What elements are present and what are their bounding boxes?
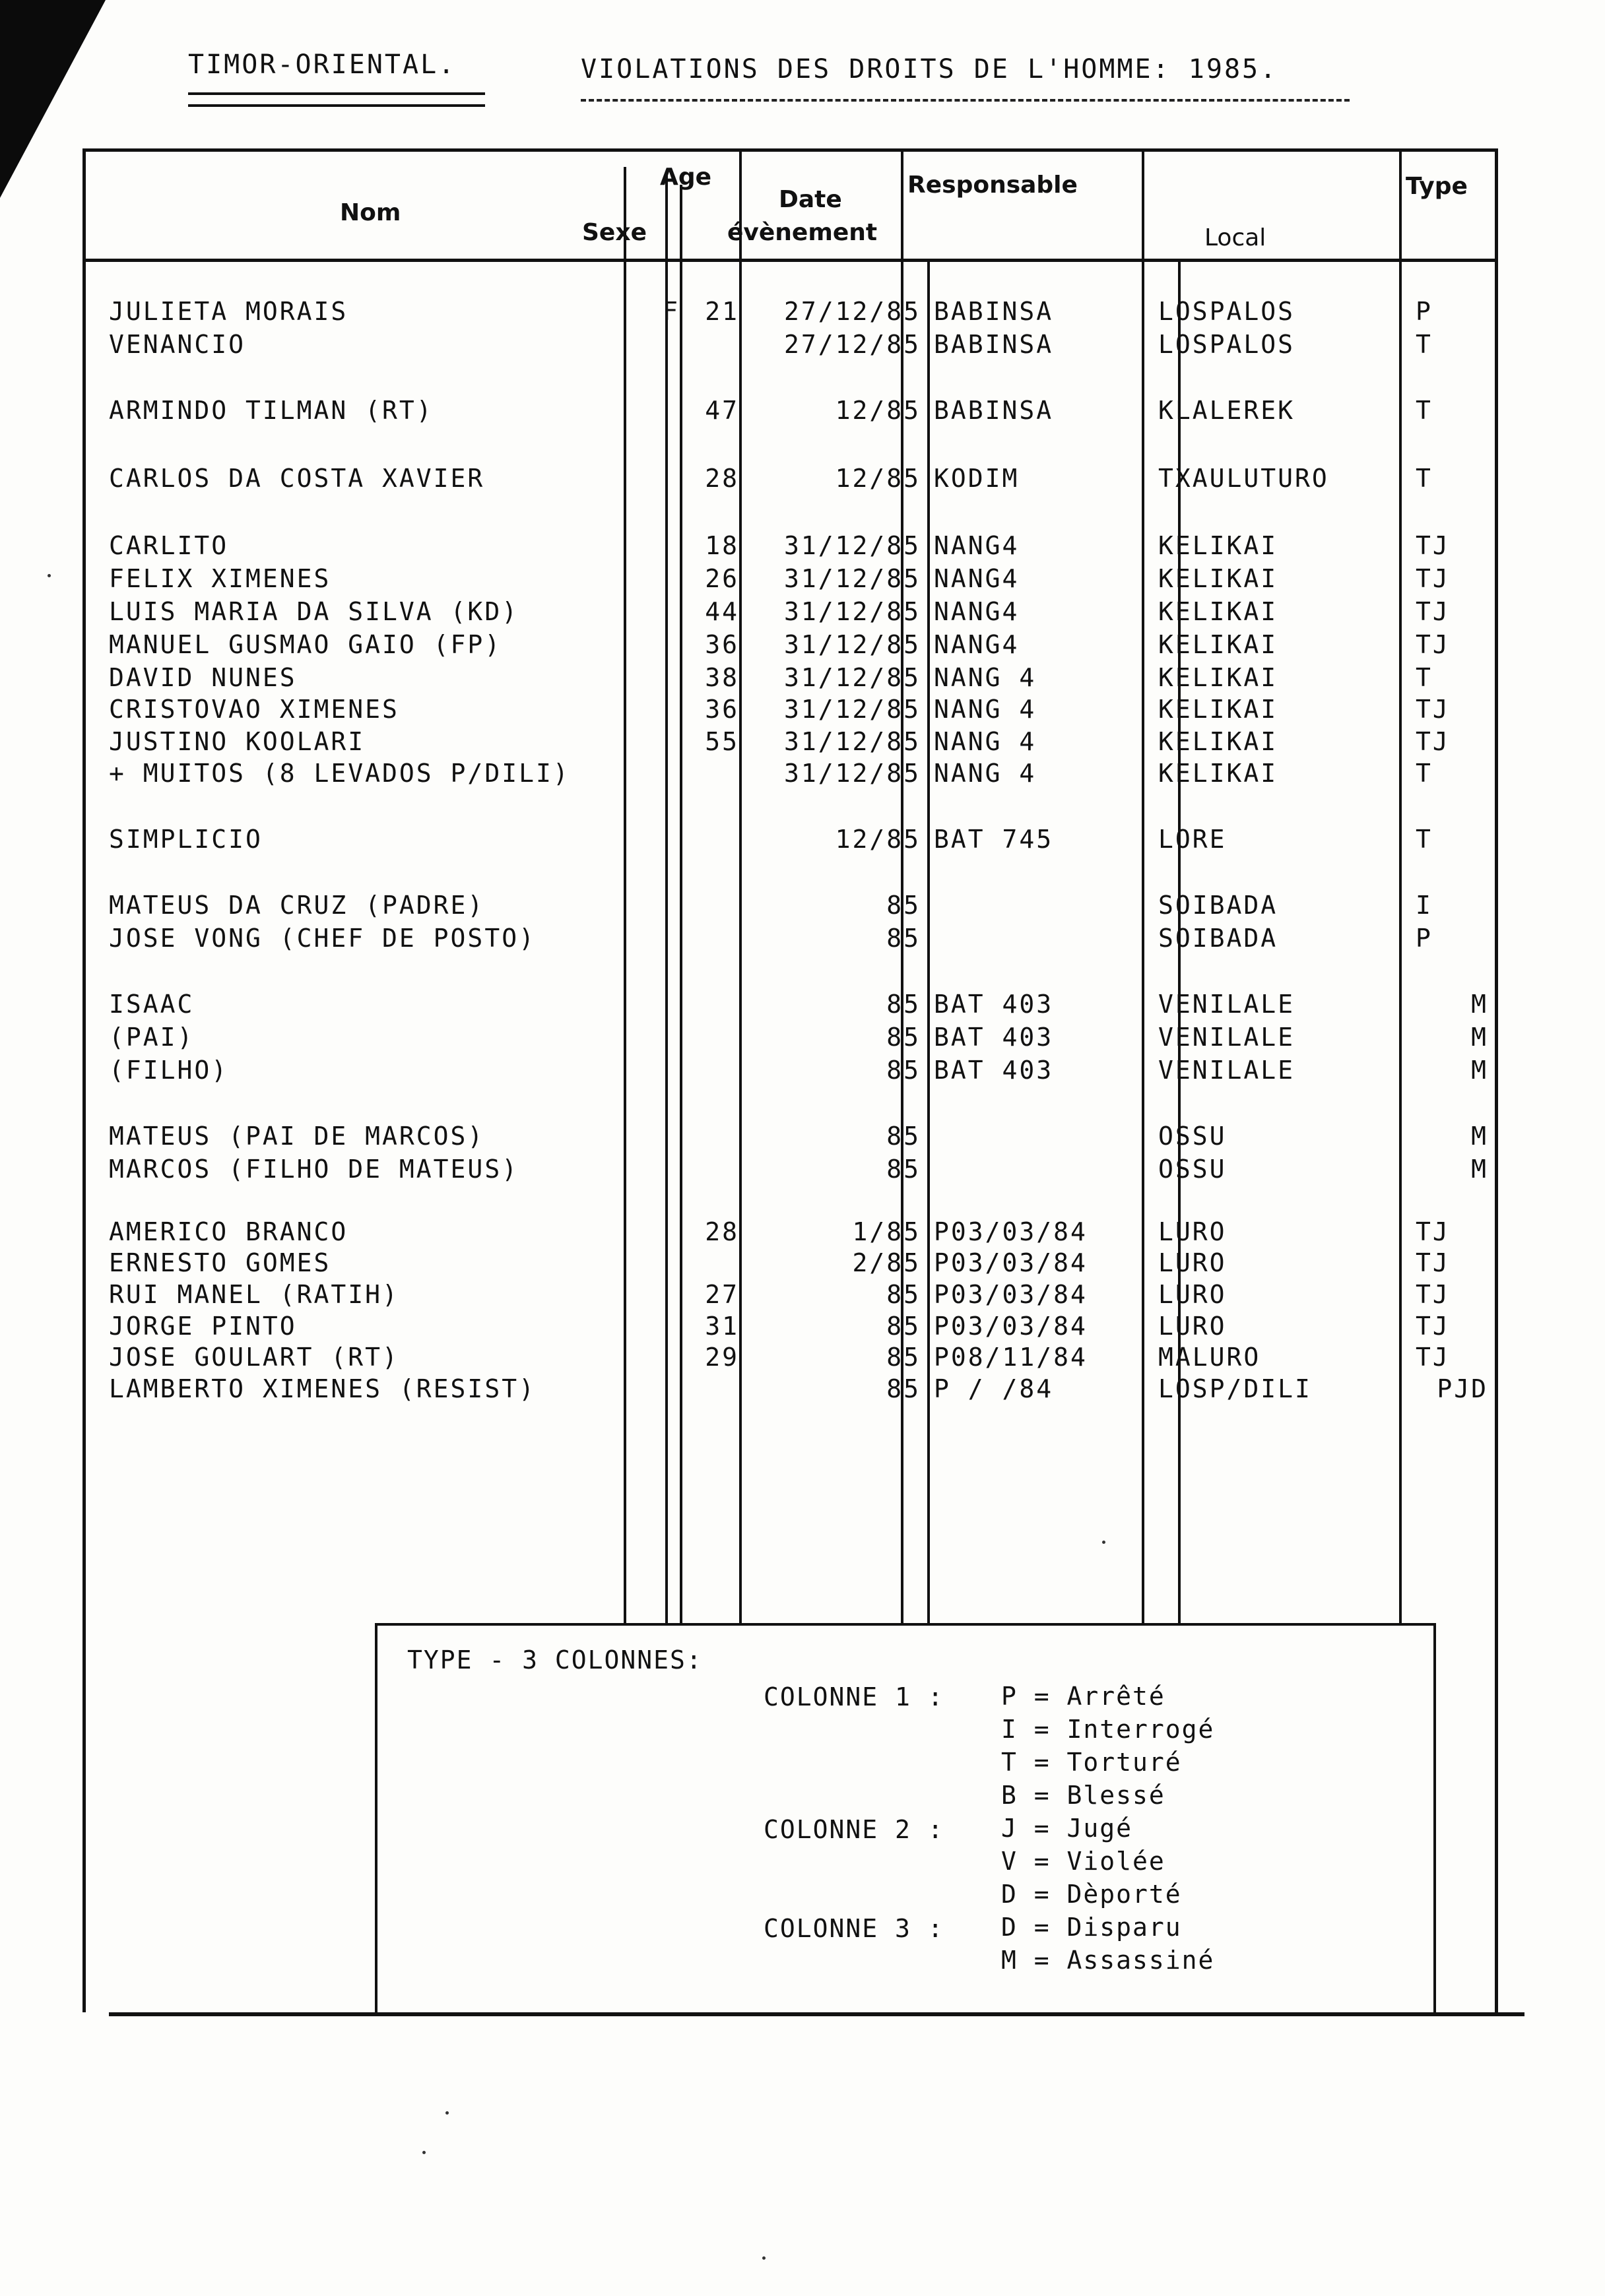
cell-local: LORE — [1158, 825, 1227, 854]
table-row — [86, 330, 1495, 362]
cell-nom: LUIS MARIA DA SILVA (KD) — [109, 597, 519, 626]
cell-date: 85 — [886, 1374, 921, 1403]
cell-responsable: BAT 403 — [934, 1056, 1054, 1085]
legend-colonne-1: COLONNE 1 : — [764, 1682, 944, 1711]
cell-local: VENILALE — [1158, 990, 1295, 1019]
cell-type: M — [1471, 1023, 1488, 1052]
cell-responsable: NANG 4 — [934, 695, 1037, 724]
cell-nom: JOSE GOULART (RT) — [109, 1343, 399, 1372]
cell-local: KELIKAI — [1158, 597, 1278, 626]
table-row — [86, 825, 1495, 856]
cell-local: KELIKAI — [1158, 663, 1278, 692]
cell-age: 38 — [705, 663, 739, 692]
cell-local: LOSP/DILI — [1158, 1374, 1312, 1403]
cell-nom: JUSTINO KOOLARI — [109, 727, 366, 756]
col-header-local: Local — [1204, 224, 1266, 251]
cell-nom: ARMINDO TILMAN (RT) — [109, 396, 434, 425]
cell-type: T — [1416, 330, 1433, 359]
cell-date: 12/85 — [835, 825, 921, 854]
cell-responsable: P / /84 — [934, 1374, 1054, 1403]
cell-date: 31/12/85 — [783, 759, 921, 788]
cell-local: KELIKAI — [1158, 564, 1278, 593]
cell-type: T — [1416, 825, 1433, 854]
cell-nom: (PAI) — [109, 1023, 195, 1052]
cell-date: 31/12/85 — [783, 630, 921, 659]
table-row — [86, 727, 1495, 759]
cell-nom: MANUEL GUSMAO GAIO (FP) — [109, 630, 502, 659]
table-row — [86, 1280, 1495, 1312]
cell-date: 31/12/85 — [783, 663, 921, 692]
cell-type: T — [1416, 759, 1433, 788]
cell-date: 12/85 — [835, 396, 921, 425]
legend-item: T = Torturé — [1001, 1748, 1182, 1777]
cell-age: 31 — [705, 1312, 739, 1341]
cell-age: 26 — [705, 564, 739, 593]
table-row — [86, 990, 1495, 1021]
col-header-nom: Nom — [340, 199, 401, 226]
table-row — [86, 1312, 1495, 1343]
table-row — [86, 759, 1495, 790]
table-row — [86, 1056, 1495, 1087]
cell-sexe: F — [663, 297, 680, 326]
cell-type: M — [1471, 1122, 1488, 1151]
cell-local: OSSU — [1158, 1155, 1227, 1184]
table-row — [86, 695, 1495, 726]
cell-local: VENILALE — [1158, 1056, 1295, 1085]
cell-nom: AMERICO BRANCO — [109, 1217, 348, 1246]
table-bottom-rule — [109, 2012, 1524, 2016]
cell-nom: (FILHO) — [109, 1056, 229, 1085]
cell-date: 85 — [886, 1023, 921, 1052]
cell-responsable: BABINSA — [934, 396, 1054, 425]
cell-nom: MATEUS DA CRUZ (PADRE) — [109, 891, 485, 920]
col-header-type: Type — [1406, 173, 1468, 200]
legend-colonne-3: COLONNE 3 : — [764, 1914, 944, 1943]
cell-type: M — [1471, 990, 1488, 1019]
cell-responsable: BAT 403 — [934, 990, 1054, 1019]
cell-type: TJ — [1416, 564, 1450, 593]
cell-nom: FELIX XIMENES — [109, 564, 331, 593]
cell-date: 2/85 — [852, 1248, 921, 1277]
cell-date: 1/85 — [852, 1217, 921, 1246]
cell-nom: CRISTOVAO XIMENES — [109, 695, 399, 724]
table-row — [86, 1217, 1495, 1249]
legend-item: V = Violée — [1001, 1847, 1165, 1876]
cell-local: KELIKAI — [1158, 630, 1278, 659]
cell-type: TJ — [1416, 1312, 1450, 1341]
cell-type: I — [1416, 891, 1433, 920]
col-header-sexe: Sexe — [582, 219, 647, 246]
cell-responsable: BABINSA — [934, 330, 1054, 359]
cell-type: M — [1471, 1155, 1488, 1184]
col-header-evenement: évènement — [727, 219, 878, 246]
header-rule — [86, 259, 1495, 262]
cell-type: T — [1416, 464, 1433, 493]
cell-nom: DAVID NUNES — [109, 663, 297, 692]
table-row — [86, 396, 1495, 428]
cell-responsable: BAT 403 — [934, 1023, 1054, 1052]
table-row — [86, 464, 1495, 495]
col-header-responsable: Responsable — [907, 172, 1078, 199]
cell-age: 28 — [705, 1217, 739, 1246]
cell-date: 85 — [886, 990, 921, 1019]
table-row — [86, 1343, 1495, 1374]
cell-date: 31/12/85 — [783, 564, 921, 593]
cell-date: 27/12/85 — [783, 297, 921, 326]
cell-local: OSSU — [1158, 1122, 1227, 1151]
cell-nom: RUI MANEL (RATIH) — [109, 1280, 399, 1309]
cell-local: SOIBADA — [1158, 891, 1278, 920]
cell-local: LURO — [1158, 1248, 1227, 1277]
legend-item: J = Jugé — [1001, 1814, 1133, 1843]
cell-date: 27/12/85 — [783, 330, 921, 359]
cell-responsable: NANG 4 — [934, 727, 1037, 756]
legend-item: M = Assassiné — [1001, 1946, 1215, 1975]
col-header-date: Date — [779, 186, 842, 213]
cell-nom: VENANCIO — [109, 330, 246, 359]
cell-date: 85 — [886, 1056, 921, 1085]
cell-responsable: NANG 4 — [934, 759, 1037, 788]
cell-local: TXAULUTURO — [1158, 464, 1329, 493]
cell-nom: JORGE PINTO — [109, 1312, 297, 1341]
cell-type: P — [1416, 924, 1433, 953]
table-row — [86, 531, 1495, 563]
cell-nom: MARCOS (FILHO DE MATEUS) — [109, 1155, 519, 1184]
document-title: VIOLATIONS DES DROITS DE L'HOMME: 1985. — [581, 54, 1278, 84]
cell-responsable: P03/03/84 — [934, 1280, 1088, 1309]
cell-local: MALURO — [1158, 1343, 1261, 1372]
cell-local: LURO — [1158, 1217, 1227, 1246]
cell-responsable: KODIM — [934, 464, 1020, 493]
cell-responsable: P03/03/84 — [934, 1217, 1088, 1246]
table-row — [86, 1248, 1495, 1280]
table-row — [86, 1155, 1495, 1186]
cell-nom: ERNESTO GOMES — [109, 1248, 331, 1277]
cell-local: SOIBADA — [1158, 924, 1278, 953]
cell-local: KELIKAI — [1158, 695, 1278, 724]
cell-nom: ISAAC — [109, 990, 195, 1019]
cell-date: 31/12/85 — [783, 695, 921, 724]
cell-nom: LAMBERTO XIMENES (RESIST) — [109, 1374, 536, 1403]
cell-nom: JULIETA MORAIS — [109, 297, 348, 326]
table-row — [86, 597, 1495, 629]
cell-local: KELIKAI — [1158, 727, 1278, 756]
cell-type: TJ — [1416, 1217, 1450, 1246]
table-row — [86, 891, 1495, 922]
cell-local: KELIKAI — [1158, 759, 1278, 788]
cell-date: 85 — [886, 1155, 921, 1184]
region-heading: TIMOR-ORIENTAL. — [188, 49, 457, 80]
cell-type: TJ — [1416, 695, 1450, 724]
cell-responsable: P03/03/84 — [934, 1312, 1088, 1341]
table-row — [86, 1122, 1495, 1153]
cell-age: 47 — [705, 396, 739, 425]
cell-age: 28 — [705, 464, 739, 493]
cell-date: 31/12/85 — [783, 727, 921, 756]
cell-date: 85 — [886, 1312, 921, 1341]
table-row — [86, 663, 1495, 695]
cell-type: T — [1416, 663, 1433, 692]
cell-age: 18 — [705, 531, 739, 560]
cell-local: LURO — [1158, 1280, 1227, 1309]
region-heading-underline — [188, 92, 485, 107]
cell-type: TJ — [1416, 1343, 1450, 1372]
legend-item: P = Arrêté — [1001, 1682, 1165, 1711]
legend-item: D = Disparu — [1001, 1913, 1182, 1942]
cell-local: LOSPALOS — [1158, 330, 1295, 359]
cell-nom: + MUITOS (8 LEVADOS P/DILI) — [109, 759, 570, 788]
legend-item: D = Dèporté — [1001, 1880, 1182, 1909]
cell-nom: CARLOS DA COSTA XAVIER — [109, 464, 485, 493]
scan-speck — [762, 2256, 766, 2260]
legend-item: I = Interrogé — [1001, 1715, 1215, 1744]
cell-type: M — [1471, 1056, 1488, 1085]
cell-nom: MATEUS (PAI DE MARCOS) — [109, 1122, 485, 1151]
legend-item: B = Blessé — [1001, 1781, 1165, 1810]
table-row — [86, 1023, 1495, 1054]
cell-type: TJ — [1416, 630, 1450, 659]
cell-date: 12/85 — [835, 464, 921, 493]
cell-type: TJ — [1416, 597, 1450, 626]
cell-nom: CARLITO — [109, 531, 229, 560]
col-header-age: Age — [660, 164, 712, 191]
cell-age: 29 — [705, 1343, 739, 1372]
cell-responsable: BAT 745 — [934, 825, 1054, 854]
legend-colonne-2: COLONNE 2 : — [764, 1815, 944, 1844]
cell-date: 85 — [886, 1343, 921, 1372]
cell-type: TJ — [1416, 1248, 1450, 1277]
cell-responsable: P08/11/84 — [934, 1343, 1088, 1372]
cell-responsable: NANG4 — [934, 597, 1020, 626]
cell-responsable: NANG4 — [934, 630, 1020, 659]
title-dashed-underline — [581, 99, 1350, 102]
cell-responsable: NANG4 — [934, 564, 1020, 593]
cell-age: 21 — [705, 297, 739, 326]
scan-speck — [1102, 1541, 1105, 1544]
table-row — [86, 1374, 1495, 1406]
cell-nom: JOSE VONG (CHEF DE POSTO) — [109, 924, 536, 953]
cell-type: TJ — [1416, 531, 1450, 560]
cell-responsable: NANG 4 — [934, 663, 1037, 692]
cell-date: 85 — [886, 924, 921, 953]
cell-type: T — [1416, 396, 1433, 425]
cell-date: 85 — [886, 891, 921, 920]
table-row — [86, 630, 1495, 662]
cell-responsable: P03/03/84 — [934, 1248, 1088, 1277]
cell-nom: SIMPLICIO — [109, 825, 263, 854]
cell-local: VENILALE — [1158, 1023, 1295, 1052]
legend-title: TYPE - 3 COLONNES: — [407, 1645, 703, 1674]
cell-responsable: NANG4 — [934, 531, 1020, 560]
cell-type: TJ — [1416, 727, 1450, 756]
cell-responsable: BABINSA — [934, 297, 1054, 326]
scan-speck — [445, 2111, 449, 2115]
cell-age: 36 — [705, 695, 739, 724]
cell-local: KELIKAI — [1158, 531, 1278, 560]
cell-local: LOSPALOS — [1158, 297, 1295, 326]
cell-local: LURO — [1158, 1312, 1227, 1341]
cell-age: 55 — [705, 727, 739, 756]
cell-date: 31/12/85 — [783, 531, 921, 560]
type-legend — [375, 1623, 1436, 2015]
cell-age: 44 — [705, 597, 739, 626]
cell-type: P — [1416, 297, 1433, 326]
table-row — [86, 924, 1495, 955]
scan-speck — [422, 2151, 426, 2154]
scan-speck — [48, 574, 51, 577]
cell-age: 27 — [705, 1280, 739, 1309]
cell-age: 36 — [705, 630, 739, 659]
cell-type: PJD — [1437, 1374, 1488, 1403]
cell-date: 31/12/85 — [783, 597, 921, 626]
cell-local: KLALEREK — [1158, 396, 1295, 425]
table-row — [86, 564, 1495, 596]
cell-type: TJ — [1416, 1280, 1450, 1309]
cell-date: 85 — [886, 1280, 921, 1309]
table-row — [86, 297, 1495, 329]
cell-date: 85 — [886, 1122, 921, 1151]
